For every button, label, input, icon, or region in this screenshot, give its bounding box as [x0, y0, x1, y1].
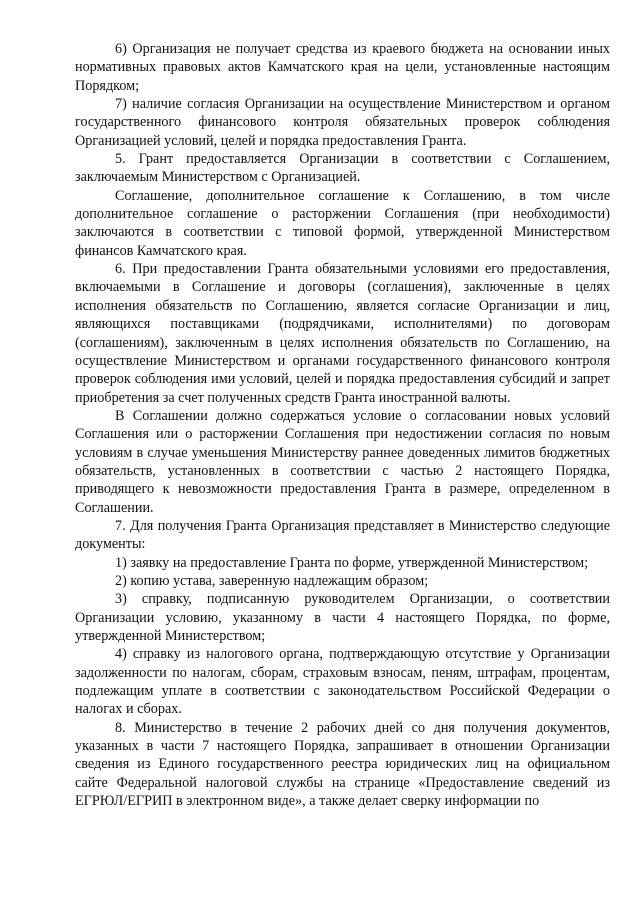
paragraph-item-6-funding: 6) Организация не получает средства из краевого бюджета на основании иных нормативных правовых актов Камчатского края на цели, установленные настоящим Порядком;	[75, 41, 610, 94]
paragraph-agreement-form: Соглашение, дополнительное соглашение к Соглашению, в том числе дополнительное соглашение о расторжении Соглашения (при необходимости) заключаются в соответствии с типовой формой, утвержденной Министерством финансов Камчатского края.	[75, 187, 610, 259]
paragraph-section-7: 7. Для получения Гранта Организация представляет в Министерство следующие документы:	[75, 517, 610, 553]
paragraph-doc-item-3: 3) справку, подписанную руководителем Организации, о соответствии Организации условию, указанному в части 4 настоящего Порядка, по форме, утвержденной Министерством;	[75, 591, 610, 644]
paragraph-agreement-conditions: В Соглашении должно содержаться условие о согласовании новых условий Соглашения или о расторжении Соглашения при недостижении согласия по новым условиям в случае уменьшения Министерству раннее доведенных лимитов бюджетных обязательств, установленных в соответствии с частью 2 настоящего Порядка, приводящего к невозможности предоставления Гранта в размере, определенном в Соглашении.	[75, 407, 610, 516]
paragraph-doc-item-2: 2) копию устава, заверенную надлежащим образом;	[115, 572, 429, 589]
paragraph-doc-item-4: 4) справку из налогового органа, подтверждающую отсутствие у Организации задолженности по налогам, сборам, страховым взносам, пеням, штрафам, процентам, подлежащим уплате в соответствии с законодательством Российской Федерации о налогах и сборах.	[75, 646, 610, 718]
paragraph-section-8: 8. Министерство в течение 2 рабочих дней со дня получения документов, указанных в части 7 настоящего Порядка, запрашивает в отношении Организации сведения из Единого государственного реестра юридических лиц на официальном сайте Федеральной налоговой службы на странице «Предоставление сведений из ЕГРЮЛ/ЕГРИП в электронном виде», а также делает сверку информации по	[75, 719, 610, 810]
paragraph-section-6: 6. При предоставлении Гранта обязательными условиями его предоставления, включаемыми в Соглашение и договоры (соглашения), заключенные в целях исполнения обязательств по Соглашению, является согласие Организации и лиц, являющихся поставщиками (подрядчиками, исполнителями) по договорам (соглашениям), заключенным в целях исполнения обязательств по Соглашению, на осуществление Министерством и органами государственного финансового контроля проверок соблюдения ими условий, целей и порядка предоставления субсидий и запрет приобретения за счет полученных средств Гранта иностранной валюты.	[75, 261, 610, 406]
paragraph-item-7-consent: 7) наличие согласия Организации на осуществление Министерством и органом государственного финансового контроля обязательных проверок соблюдения Организацией условий, целей и порядка предоставления Гранта.	[75, 96, 610, 149]
document-page	[75, 40, 610, 810]
paragraph-section-5: 5. Грант предоставляется Организации в соответствии с Соглашением, заключаемым Министерством с Организацией.	[75, 151, 610, 186]
paragraph-doc-item-1: 1) заявку на предоставление Гранта по форме, утвержденной Министерством;	[115, 554, 589, 571]
